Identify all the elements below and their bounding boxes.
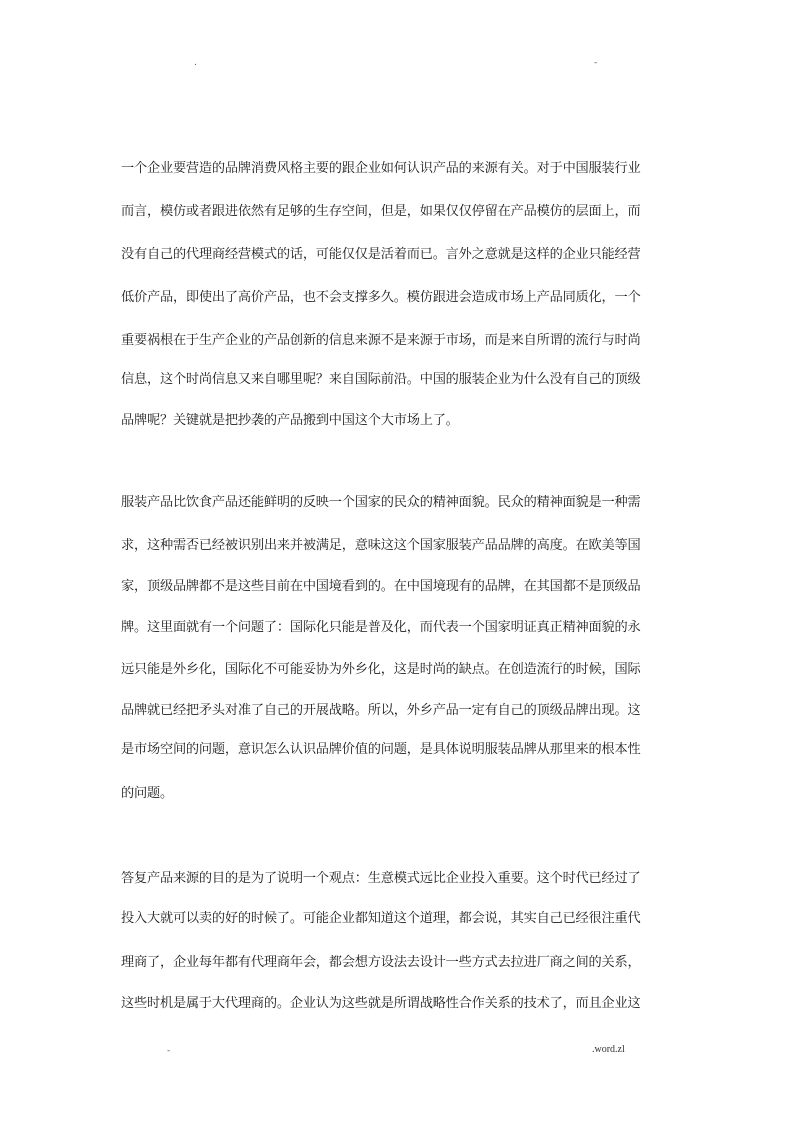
text-line: 品牌就已经把矛头对准了自己的开展战略。所以，外乡产品一定有自己的顶级品牌出现。这 <box>121 703 641 718</box>
header-left-mark: . <box>194 58 197 68</box>
text-line: 这些时机是属于大代理商的。企业认为这些就是所谓战略性合作关系的技术了，而且企业这 <box>121 996 641 1011</box>
text-line: 品牌呢？关键就是把抄袭的产品搬到中国这个大市场上了。 <box>121 413 459 428</box>
text-line: 牌。这里面就有一个问题了：国际化只能是普及化，而代表一个国家明证真正精神面貌的永 <box>121 620 641 635</box>
text-line: 求，这种需否已经被识别出来并被满足，意味这这个国家服装产品品牌的高度。在欧美等国 <box>121 538 641 553</box>
text-line: 一个企业要营造的品牌消费风格主要的跟企业如何认识产品的来源有关。对于中国服装行业 <box>121 161 641 176</box>
footer-source-label: .word.zl <box>592 1044 625 1055</box>
text-line: 没有自己的代理商经营模式的话，可能仅仅是活着而已。言外之意就是这样的企业只能经营 <box>121 247 641 262</box>
text-line: 的问题。 <box>121 786 173 801</box>
text-line: 而言，模仿或者跟进依然有足够的生存空间，但是，如果仅仅停留在产品模仿的层面上，而 <box>121 204 641 219</box>
text-line: 投入大就可以卖的好的时候了。可能企业都知道这个道理，都会说，其实自己已经很注重代 <box>121 911 641 926</box>
text-line: 远只能是外乡化，国际化不可能妥协为外乡化，这是时尚的缺点。在创造流行的时候，国际 <box>121 662 641 677</box>
header-right-mark: - <box>594 58 598 68</box>
text-line: 信息，这个时尚信息又来自哪里呢？来自国际前沿。中国的服装企业为什么没有自己的顶级 <box>121 372 641 387</box>
text-line: 是市场空间的问题，意识怎么认识品牌价值的问题，是具体说明服装品牌从那里来的根本性 <box>121 742 641 757</box>
text-line: 服装产品比饮食产品还能鲜明的反映一个国家的民众的精神面貌。民众的精神面貌是一种需 <box>121 495 641 510</box>
footer-left-mark: - <box>167 1046 171 1056</box>
text-line: 重要祸根在于生产企业的产品创新的信息来源不是来源于市场，而是来自所谓的流行与时尚 <box>121 333 641 348</box>
text-line: 家，顶级品牌都不是这些目前在中国境看到的。在中国境现有的品牌，在其国都不是顶级品 <box>121 579 641 594</box>
text-line: 答复产品来源的目的是为了说明一个观点：生意模式远比企业投入重要。这个时代已经过了 <box>121 871 641 886</box>
text-line: 低价产品，即使出了高价产品，也不会支撑多久。模仿跟进会造成市场上产品同质化，一个 <box>121 290 641 305</box>
text-line: 理商了，企业每年都有代理商年会，都会想方设法去设计一些方式去拉进厂商之间的关系， <box>121 955 641 970</box>
